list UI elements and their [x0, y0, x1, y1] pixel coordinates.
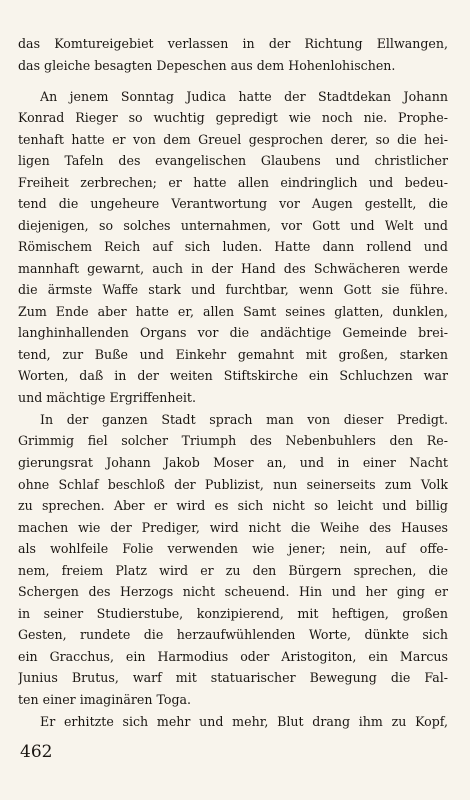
text-line: Zum Ende aber hatte er, allen Samt seines glatten, dunklen,	[18, 304, 448, 319]
text-line: Schergen des Herzogs nicht scheuend. Hin und her ging er	[18, 584, 448, 599]
text-line: Worten, daß in der weiten Stiftskirche ein Schluchzen war	[18, 368, 448, 383]
text-line: und mächtige Ergriffenheit.	[18, 390, 196, 405]
text-line: An jenem Sonntag Judica hatte der Stadtdekan Johann	[40, 89, 448, 104]
text-line: machen wie der Prediger, wird nicht die Weihe des Hauses	[18, 520, 448, 535]
text-line: das gleiche besagten Depeschen aus dem Hohenlohischen.	[18, 58, 396, 73]
text-line: Junius Brutus, warf mit statuarischer Bewegung die Fal-	[18, 670, 448, 685]
text-line: tend die ungeheure Verantwortung vor Augen gestellt, die	[18, 196, 448, 211]
text-line: ohne Schlaf beschloß der Publizist, nun seinerseits zum Volk	[18, 477, 448, 492]
text-line: mannhaft gewarnt, auch in der Hand des Schwächeren werde	[18, 261, 448, 276]
text-line: die ärmste Waffe stark und furchtbar, wenn Gott sie führe.	[18, 282, 448, 297]
text-line: Gesten, rundete die herzaufwühlenden Worte, dünkte sich	[18, 627, 448, 642]
page-number: 462	[20, 742, 53, 762]
text-line: ten einer imaginären Toga.	[18, 692, 192, 707]
text-line: Konrad Rieger so wuchtig gepredigt wie noch nie. Prophe-	[18, 110, 448, 125]
text-line: langhinhallenden Organs vor die andächtige Gemeinde brei-	[18, 325, 448, 340]
text-line: Er erhitzte sich mehr und mehr, Blut drang ihm zu Kopf,	[40, 714, 448, 729]
text-line: diejenigen, so solches unternahmen, vor Gott und Welt und	[18, 218, 448, 233]
text-line: Römischem Reich auf sich luden. Hatte dann rollend und	[18, 239, 448, 254]
text-line: In der ganzen Stadt sprach man von dieser Predigt.	[40, 412, 448, 427]
text-line: Freiheit zerbrechen; er hatte allen eindringlich und bedeu-	[18, 175, 448, 190]
text-line: das Komtureigebiet verlassen in der Richtung Ellwangen,	[18, 36, 448, 51]
text-line: zu sprechen. Aber er wird es sich nicht so leicht und billig	[18, 498, 448, 513]
text-line: gierungsrat Johann Jakob Moser an, und in einer Nacht	[18, 455, 448, 470]
text-line: tend, zur Buße und Einkehr gemahnt mit großen, starken	[18, 347, 448, 362]
text-line: ein Gracchus, ein Harmodius oder Aristogiton, ein Marcus	[18, 649, 448, 664]
text-line: ligen Tafeln des evangelischen Glaubens und christlicher	[18, 153, 448, 168]
text-line: in seiner Studierstube, konzipierend, mit heftigen, großen	[18, 606, 448, 621]
text-line: Grimmig fiel solcher Triumph des Nebenbuhlers den Re-	[18, 433, 448, 448]
text-line: als wohlfeile Folie verwenden wie jener; nein, auf offe-	[18, 541, 448, 556]
text-line: nem, freiem Platz wird er zu den Bürgern sprechen, die	[18, 563, 448, 578]
text-line: tenhaft hatte er von dem Greuel gesprochen derer, so die hei-	[18, 132, 448, 147]
